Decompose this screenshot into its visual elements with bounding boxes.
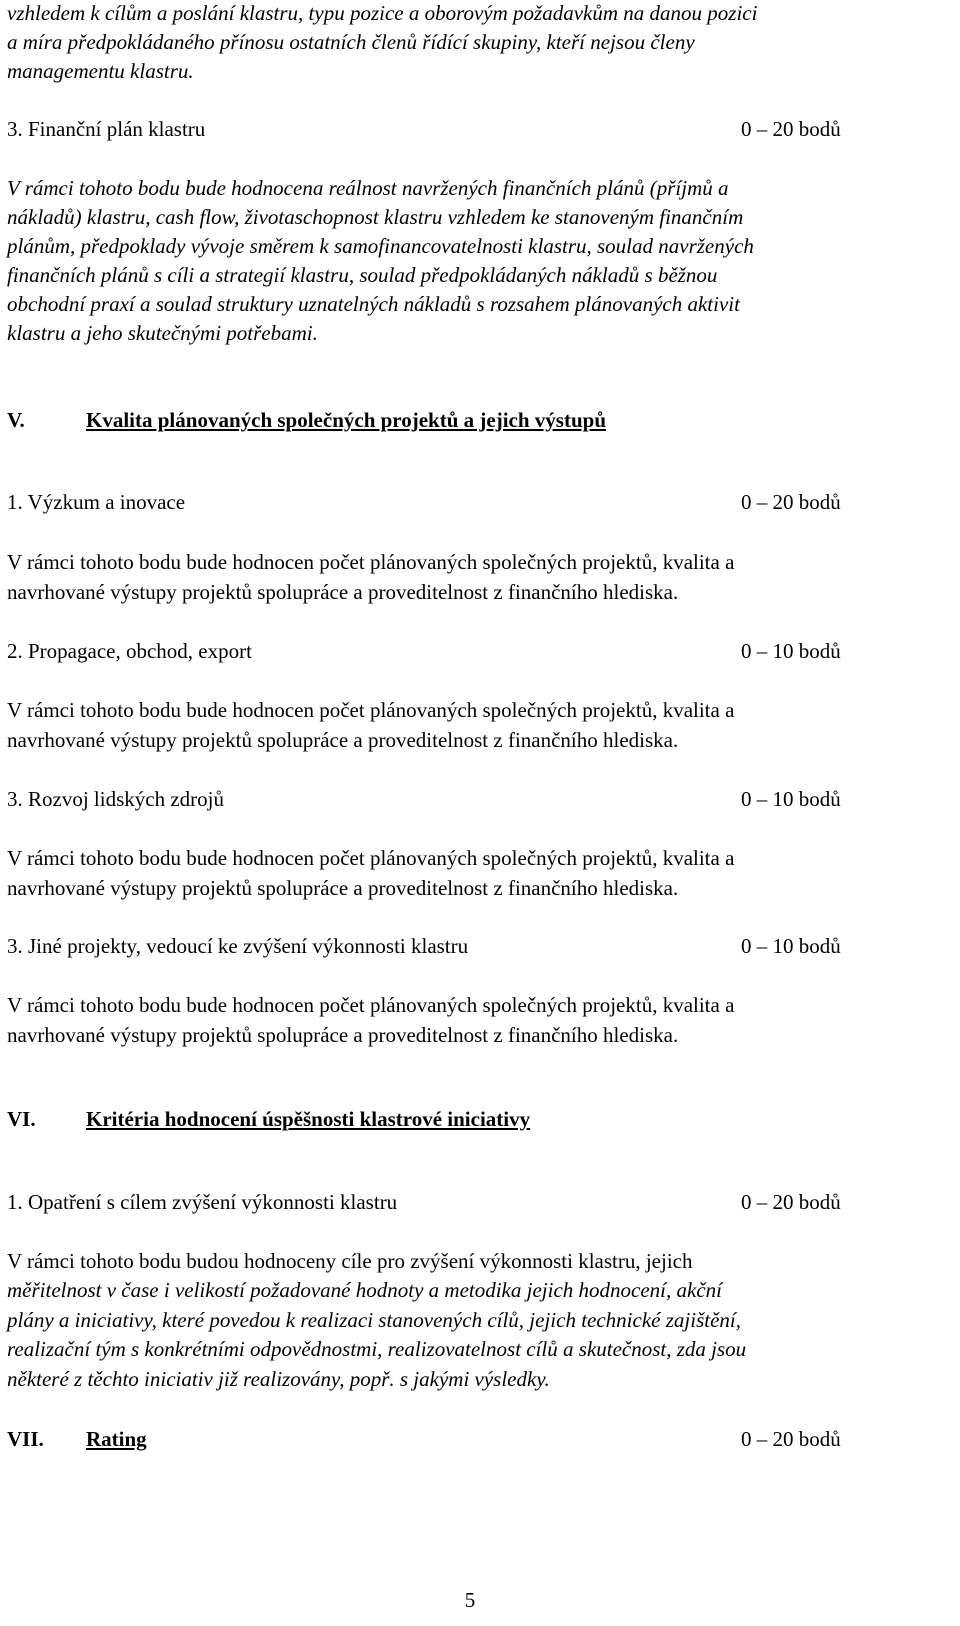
- financni-desc-line-2: nákladů) klastru, cash flow, životaschopnost klastru vzhledem ke stanoveným finančním: [7, 205, 744, 229]
- s5-item-4-desc-line-1: V rámci tohoto bodu bude hodnocen počet plánovaných společných projektů, kvalita a: [7, 993, 735, 1017]
- financni-desc-line-1: V rámci tohoto bodu bude hodnocena reálnost navržených finančních plánů (příjmů a: [7, 176, 729, 200]
- intro-line-2: a míra předpokládaného přínosu ostatních členů řídící skupiny, kteří nejsou členy: [7, 30, 695, 54]
- s5-item-3-heading: 3. Rozvoj lidských zdrojů: [7, 787, 224, 811]
- s6-desc-line-5: některé z těchto iniciativ již realizovány, popř. s jakými výsledky.: [7, 1367, 550, 1391]
- item-points-financni: 0 – 20 bodů: [741, 117, 841, 141]
- section-6-number: VI.: [7, 1107, 36, 1131]
- intro-line-1: vzhledem k cílům a poslání klastru, typu pozice a oborovým požadavkům na danou pozici: [7, 1, 758, 25]
- section-6-title: Kritéria hodnocení úspěšnosti klastrové iniciativy: [86, 1107, 531, 1131]
- s5-item-2-desc-line-1: V rámci tohoto bodu bude hodnocen počet plánovaných společných projektů, kvalita a: [7, 698, 735, 722]
- section-7-number: VII.: [7, 1427, 44, 1451]
- section-7-title: Rating: [86, 1427, 147, 1451]
- item-heading-financni: 3. Finanční plán klastru: [7, 117, 206, 141]
- s5-item-3-desc-line-1: V rámci tohoto bodu bude hodnocen počet plánovaných společných projektů, kvalita a: [7, 846, 735, 870]
- s5-item-4-points: 0 – 10 bodů: [741, 934, 841, 958]
- s5-item-3-points: 0 – 10 bodů: [741, 787, 841, 811]
- s6-item-1-heading: 1. Opatření s cílem zvýšení výkonnosti klastru: [7, 1190, 398, 1214]
- section-5-title: Kvalita plánovaných společných projektů a jejich výstupů: [86, 408, 607, 432]
- s5-item-4-heading: 3. Jiné projekty, vedoucí ke zvýšení výkonnosti klastru: [7, 934, 469, 958]
- s5-item-1-desc-line-2: navrhované výstupy projektů spolupráce a proveditelnost z finančního hlediska.: [7, 580, 679, 604]
- s6-desc-line-3: plány a iniciativy, které povedou k realizaci stanovených cílů, jejich technické zajištění,: [7, 1308, 741, 1332]
- s6-desc-line-2: měřitelnost v čase i velikostí požadované hodnoty a metodika jejich hodnocení, akční: [7, 1278, 722, 1302]
- financni-desc-line-6: klastru a jeho skutečnými potřebami.: [7, 321, 318, 345]
- s5-item-2-heading: 2. Propagace, obchod, export: [7, 639, 252, 663]
- s6-desc-line-1: V rámci tohoto bodu budou hodnoceny cíle pro zvýšení výkonnosti klastru, jejich: [7, 1249, 693, 1273]
- intro-line-3: managementu klastru.: [7, 59, 194, 83]
- s6-desc-line-4: realizační tým s konkrétními odpovědnostmi, realizovatelnost cílů a skutečnost, zda jsou: [7, 1337, 747, 1361]
- s5-item-2-desc-line-2: navrhované výstupy projektů spolupráce a proveditelnost z finančního hlediska.: [7, 728, 679, 752]
- financni-desc-line-4: finančních plánů s cíli a strategií klastru, soulad předpokládaných nákladů s běžnou: [7, 263, 718, 287]
- s5-item-2-points: 0 – 10 bodů: [741, 639, 841, 663]
- s5-item-1-points: 0 – 20 bodů: [741, 490, 841, 514]
- s5-item-3-desc-line-2: navrhované výstupy projektů spolupráce a proveditelnost z finančního hlediska.: [7, 876, 679, 900]
- page-number: 5: [464, 1588, 476, 1612]
- section-5-number: V.: [7, 408, 25, 432]
- s6-item-1-points: 0 – 20 bodů: [741, 1190, 841, 1214]
- financni-desc-line-3: plánům, předpoklady vývoje směrem k samofinancovatelnosti klastru, soulad navržených: [7, 234, 754, 258]
- section-7-points: 0 – 20 bodů: [741, 1427, 841, 1451]
- s5-item-4-desc-line-2: navrhované výstupy projektů spolupráce a proveditelnost z finančního hlediska.: [7, 1023, 679, 1047]
- s5-item-1-desc-line-1: V rámci tohoto bodu bude hodnocen počet plánovaných společných projektů, kvalita a: [7, 550, 735, 574]
- s5-item-1-heading: 1. Výzkum a inovace: [7, 490, 186, 514]
- financni-desc-line-5: obchodní praxí a soulad struktury uznatelných nákladů s rozsahem plánovaných aktivit: [7, 292, 740, 316]
